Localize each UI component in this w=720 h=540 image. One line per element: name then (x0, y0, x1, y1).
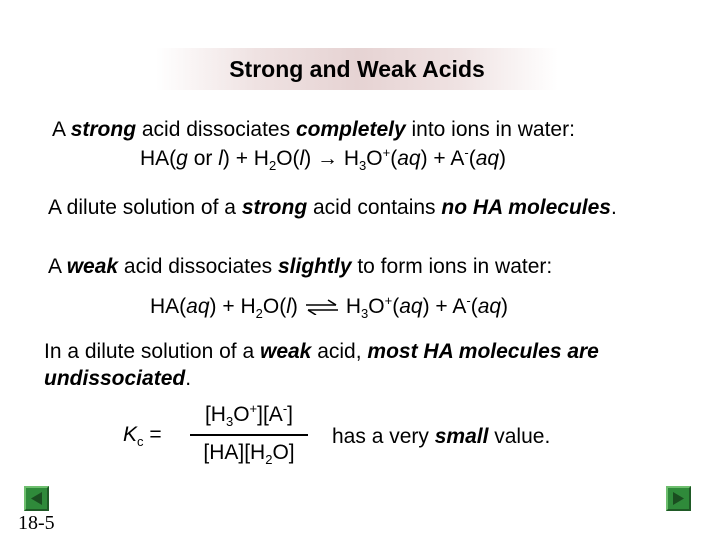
dilute-weak-acid-statement-line1: In a dilute solution of a weak acid, most HA molecules are (44, 340, 599, 363)
kc-numerator: $[H_3O^+][A^-]$ (204, 401, 294, 430)
next-slide-icon (671, 491, 686, 506)
strong-acid-equation: HA(g or $l) + H_2O(l) \to H_3O^+(aq) + A^-(aq)$ (140, 145, 507, 174)
weak-acid-equation: $HA(aq) + H_2O(l) H_3O^+(aq) + A^-(aq)$ (150, 293, 509, 322)
dilute-strong-acid-statement: A dilute solution of a strong acid contains no HA molecules. (48, 196, 617, 219)
equilibrium-arrows-icon (304, 299, 340, 315)
previous-slide-icon (29, 491, 44, 506)
slide-title: Strong and Weak Acids (229, 56, 485, 82)
strong-acid-statement: A strong acid dissociates completely into ions in water: (52, 118, 575, 141)
dilute-weak-acid-statement-line2: undissociated. (44, 367, 192, 390)
weak-acid-statement: A weak acid dissociates slightly to form ions in water: (48, 255, 553, 278)
fraction-bar (190, 434, 308, 436)
slide-number: 18-5 (18, 512, 55, 534)
kc-value-statement: has a very small value. (332, 425, 551, 448)
kc-denominator: $[HA][H_2O]$ (203, 441, 295, 468)
previous-slide-button[interactable] (24, 486, 49, 511)
kc-label: $K_c$ = (123, 423, 162, 450)
next-slide-button[interactable] (666, 486, 691, 511)
